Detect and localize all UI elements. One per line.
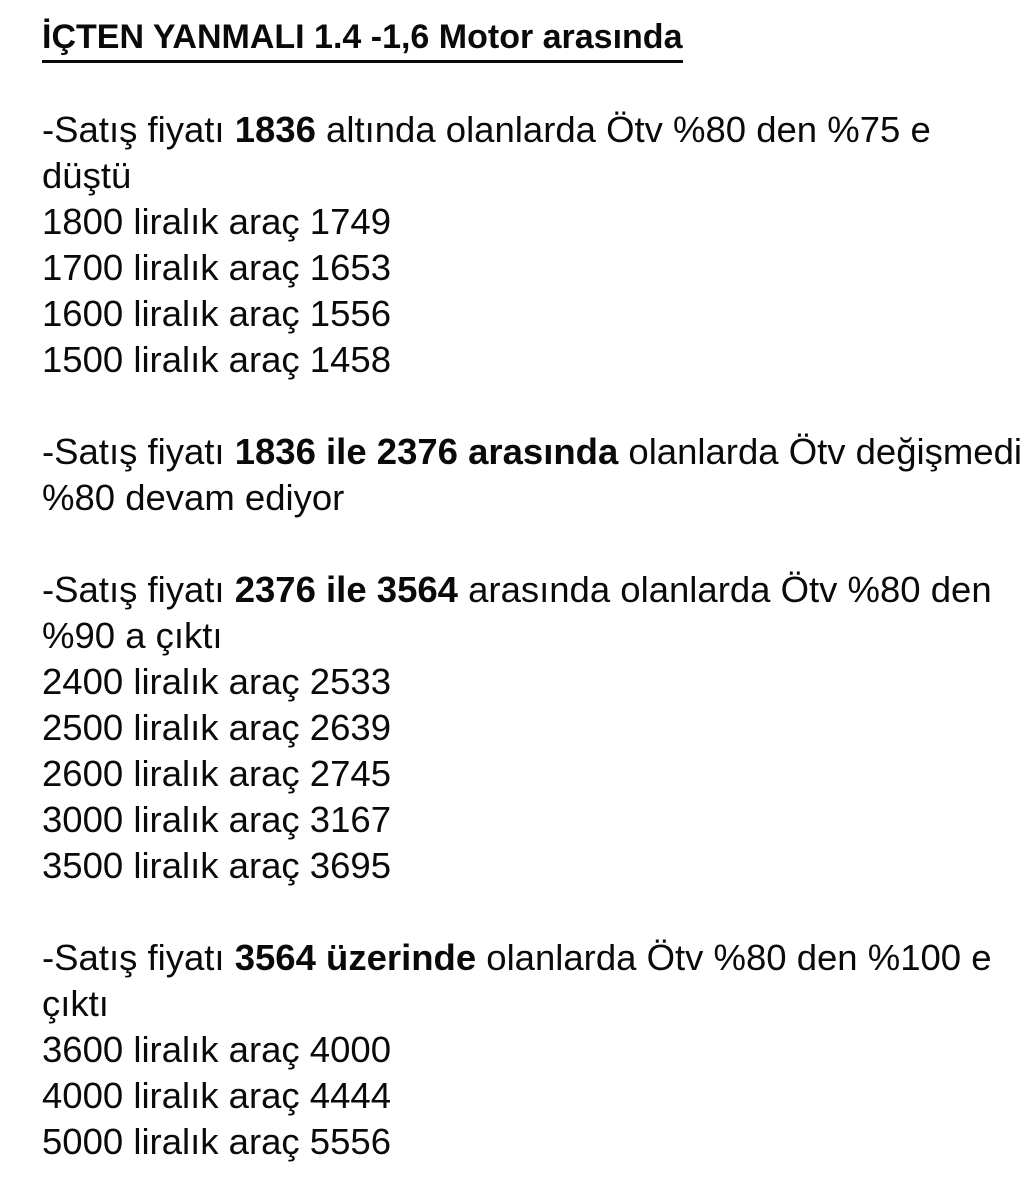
tax-bracket-section	[42, 935, 1026, 1165]
price-example-row: 3600 liralık araç 4000	[42, 1029, 391, 1070]
tax-bracket-section	[42, 429, 1026, 521]
section-price-range: 1836	[234, 109, 316, 150]
section-suffix: arasında olanlarda Ötv %80 den %90 a çıktı	[42, 569, 992, 656]
price-example-row: 1800 liralık araç 1749	[42, 201, 391, 242]
tax-bracket-section	[42, 107, 1026, 383]
price-example-row: 3000 liralık araç 3167	[42, 799, 391, 840]
price-example-row: 3500 liralık araç 3695	[42, 845, 391, 886]
document-title: İÇTEN YANMALI 1.4 -1,6 Motor arasında	[42, 14, 683, 63]
document	[42, 14, 1026, 1165]
price-example-row: 1700 liralık araç 1653	[42, 247, 391, 288]
section-prefix: -Satış fiyatı	[42, 109, 235, 150]
section-description	[42, 429, 1026, 521]
section-suffix: altında olanlarda Ötv %80 den %75 e düştü	[42, 109, 931, 196]
tax-bracket-section	[42, 567, 1026, 889]
section-prefix: -Satış fiyatı	[42, 937, 235, 978]
section-description	[42, 567, 1026, 659]
price-example-row: 2500 liralık araç 2639	[42, 707, 391, 748]
price-example-row: 5000 liralık araç 5556	[42, 1121, 391, 1162]
price-example-row: 2400 liralık araç 2533	[42, 661, 391, 702]
price-example-row: 4000 liralık araç 4444	[42, 1075, 391, 1116]
section-description	[42, 107, 1026, 199]
section-suffix: olanlarda Ötv %80 den %100 e çıktı	[42, 937, 992, 1024]
section-price-range: 3564 üzerinde	[234, 937, 477, 978]
price-example-row: 1500 liralık araç 1458	[42, 339, 391, 380]
section-prefix: -Satış fiyatı	[42, 431, 235, 472]
price-example-row: 2600 liralık araç 2745	[42, 753, 391, 794]
section-suffix: olanlarda Ötv değişmedi %80 devam ediyor	[42, 431, 1022, 518]
section-description	[42, 935, 1026, 1027]
section-prefix: -Satış fiyatı	[42, 569, 235, 610]
section-price-range: 1836 ile 2376 arasında	[234, 431, 619, 472]
section-price-range: 2376 ile 3564	[234, 569, 458, 610]
price-example-row: 1600 liralık araç 1556	[42, 293, 391, 334]
